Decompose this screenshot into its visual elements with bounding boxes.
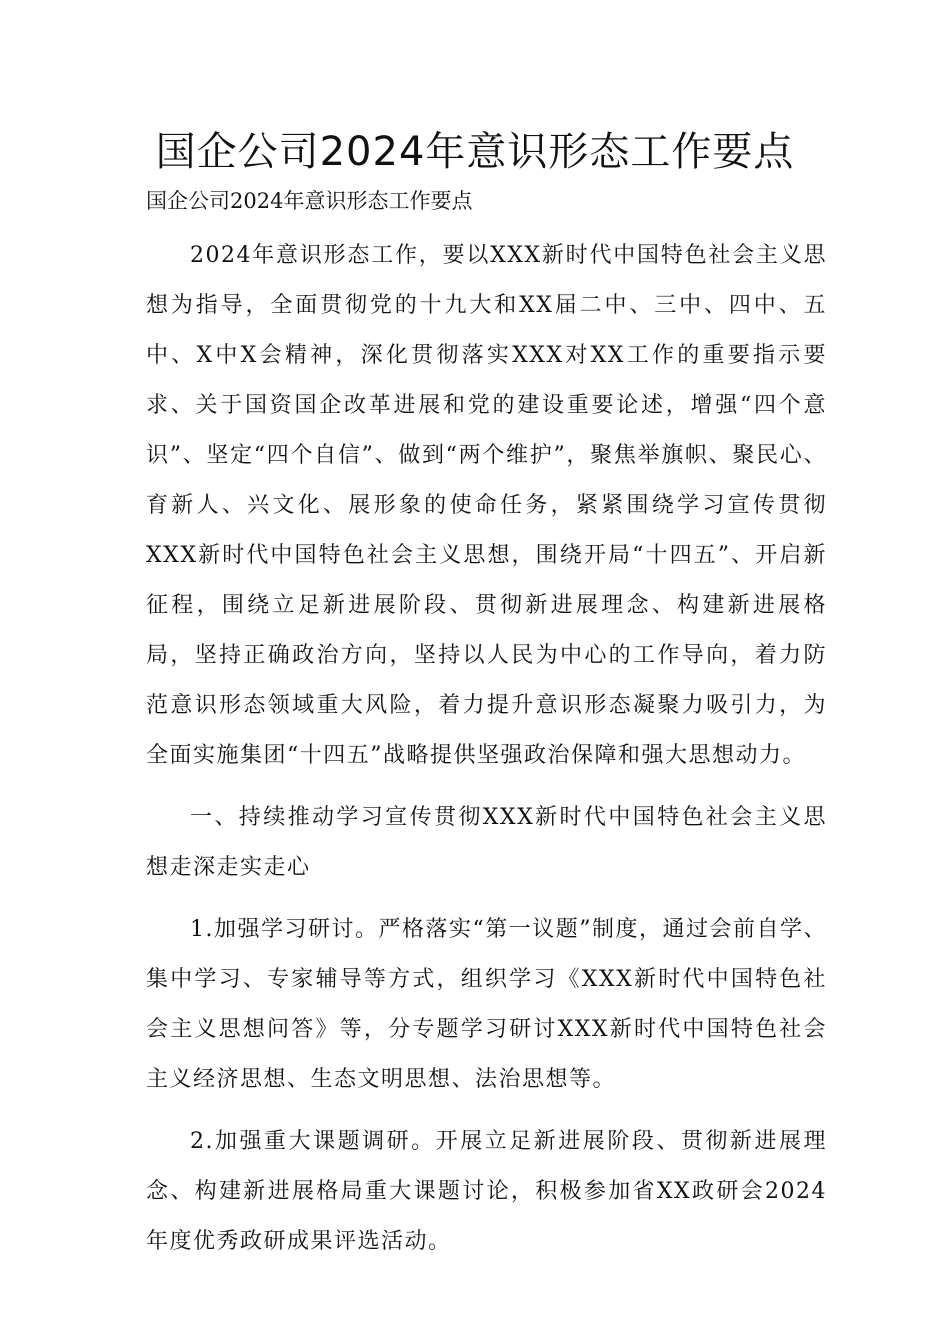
document-subtitle: 国企公司2024年意识形态工作要点 (146, 189, 473, 213)
item-paragraph-2: 2.加强重大课题调研。开展立足新进展阶段、贯彻新进展理念、构建新进展格局重大课题讨论，积极参加省XX政研会2024年度优秀政研成果评选活动。 (146, 1129, 827, 1254)
section-heading-1: 一、持续推动学习宣传贯彻XXX新时代中国特色社会主义思想走深走实走心 (146, 805, 827, 880)
item-paragraph-1: 1.加强学习研讨。严格落实“第一议题”制度，通过会前自学、集中学习、专家辅导等方式，组织学习《XXX新时代中国特色社会主义思想问答》等，分专题学习研讨XXX新时代中国特色社会主义经济思想、生态文明思想、法治思想等。 (146, 917, 827, 1092)
intro-paragraph: 2024年意识形态工作，要以XXX新时代中国特色社会主义思想为指导，全面贯彻党的十九大和XX届二中、三中、四中、五中、X中X会精神，深化贯彻落实XXX对XX工作的重要指示要求、关于国资国企改革进展和党的建设重要论述，增强“四个意识”、坚定“四个自信”、做到“两个维护”，聚焦举旗帜、聚民心、育新人、兴文化、展形象的使命任务，紧紧围绕学习宣传贯彻XXX新时代中国特色社会主义思想，围绕开局“十四五”、开启新征程，围绕立足新进展阶段、贯彻新进展理念、构建新进展格局，坚持正确政治方向，坚持以人民为中心的工作导向，着力防范意识形态领域重大风险，着力提升意识形态凝聚力吸引力，为全面实施集团“十四五”战略提供坚强政治保障和强大思想动力。 (146, 243, 827, 768)
document-title: 国企公司2024年意识形态工作要点 (155, 129, 795, 175)
document-body (146, 231, 827, 1279)
